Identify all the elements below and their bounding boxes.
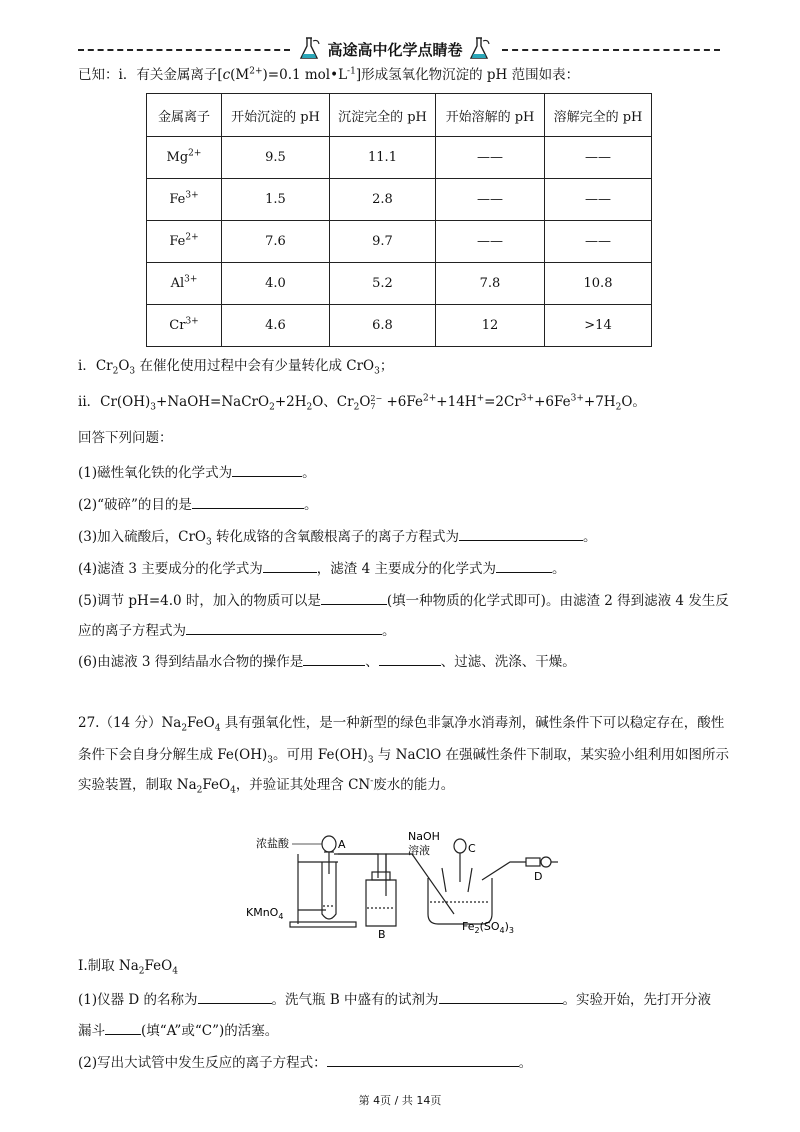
page-header [78, 36, 720, 64]
table-header-cell: 金属离子 [147, 94, 222, 137]
table-cell: —— [545, 179, 652, 221]
page-footer: 第 4页 / 共 14页 [358, 1094, 442, 1107]
part-1-q1: (1)仪器 D 的名称为 。洗气瓶 B 中盛有的试剂为 。实验开始，先打开分液 [78, 989, 711, 1010]
question-4: (4)滤渣 3 主要成分的化学式为 ，滤渣 4 主要成分的化学式为 。 [78, 558, 565, 579]
table-row [147, 137, 652, 179]
ion-cell: $Cr^{3+}$ [147, 305, 222, 347]
answer-blank[interactable] [232, 462, 302, 477]
q27-line-1: 27.（14 分）$Na_2FeO_4$ 具有强氧化性，是一种新型的绿色非氯净水消毒剂，碱性条件下可以稳定存在，酸性 [78, 715, 725, 734]
answer-blank[interactable] [327, 1052, 519, 1067]
ion-cell: $Mg^{2+}$ [147, 137, 222, 179]
table-cell: 11.1 [330, 137, 436, 179]
table-cell: 7.8 [436, 263, 545, 305]
table-cell: 10.8 [545, 263, 652, 305]
header-divider-left [78, 49, 290, 51]
table-cell: 5.2 [330, 263, 436, 305]
label-naoh-1: NaOH [408, 830, 440, 843]
header-title: 高途高中化学点睛卷 [327, 41, 463, 59]
table-cell: —— [436, 179, 545, 221]
answer-blank[interactable] [379, 651, 441, 666]
table-cell: 7.6 [222, 221, 330, 263]
label-fe2so43: $Fe_2(SO_4)_3$ [462, 920, 515, 935]
table-row [147, 221, 652, 263]
ion-cell: $Al^{3+}$ [147, 263, 222, 305]
table-header-cell: 开始溶解的 pH [436, 94, 545, 137]
question-2: (2)“破碎”的目的是 。 [78, 494, 317, 515]
table-cell: 6.8 [330, 305, 436, 347]
label-d: D [534, 870, 543, 883]
funnel-a [322, 836, 336, 852]
table-cell: 1.5 [222, 179, 330, 221]
drying-tube-d [526, 858, 540, 866]
table-row [147, 263, 652, 305]
label-kmno4: KMnO$_4$ [246, 906, 284, 921]
ion-cell: $Fe^{2+}$ [147, 221, 222, 263]
label-a: A [338, 838, 346, 851]
table-header-cell: 沉淀完全的 pH [330, 94, 436, 137]
question-5: (5)调节 pH=4.0 时，加入的物质可以是 (填一种物质的化学式即可)。由滤渣 2 得到滤液 4 发生反 [78, 590, 729, 611]
table-cell: —— [436, 137, 545, 179]
question-6: (6)由滤液 3 得到结晶水合物的操作是 、 、过滤、洗涤、干燥。 [78, 651, 576, 672]
drying-tube-bulb [541, 857, 551, 867]
answer-blank[interactable] [321, 590, 387, 605]
table-cell: 4.6 [222, 305, 330, 347]
beaker [428, 878, 492, 924]
answer-blank[interactable] [186, 620, 382, 635]
question-1: (1)磁性氧化铁的化学式为 。 [78, 462, 316, 483]
answer-blank[interactable] [439, 989, 563, 1004]
ph-table [146, 93, 652, 347]
table-row [147, 305, 652, 347]
answer-blank[interactable] [263, 558, 317, 573]
label-naoh-2: 溶液 [408, 844, 430, 857]
funnel-c [454, 839, 466, 853]
answer-blank[interactable] [496, 558, 552, 573]
q27-line-3: 实验装置，制取 $Na_2FeO_4$，并验证其处理含 CN-废水的能力。 [78, 776, 455, 796]
question-3: (3)加入硫酸后，CrO$_3$ 转化成铬的含氧酸根离子的离子方程式为 。 [78, 526, 597, 547]
table-cell: 2.8 [330, 179, 436, 221]
stand-base [290, 922, 356, 927]
table-cell: —— [545, 137, 652, 179]
ion-cell: $Fe^{3+}$ [147, 179, 222, 221]
header-divider-right [502, 49, 720, 51]
q27-line-2: 条件下会自身分解生成 $Fe(OH)_3$。可用 $Fe(OH)_3$ 与 NaClO 在强碱性条件下制取，某实验小组利用如图所示 [78, 747, 730, 766]
label-b: B [378, 928, 386, 941]
table-row [147, 179, 652, 221]
answer-blank[interactable] [459, 526, 583, 541]
table-cell: 9.5 [222, 137, 330, 179]
part-1-title: I.制取 $Na_2FeO_4$ [78, 958, 178, 977]
answer-blank[interactable] [198, 989, 272, 1004]
table-header-cell: 溶解完全的 pH [545, 94, 652, 137]
table-cell: —— [436, 221, 545, 263]
table-cell: —— [545, 221, 652, 263]
part-1-q2: (2)写出大试管中发生反应的离子方程式： 。 [78, 1052, 532, 1073]
questions-lead: 回答下列问题： [78, 430, 173, 446]
label-c: C [468, 842, 476, 855]
flask-logo-icon [468, 36, 490, 62]
table-cell: 4.0 [222, 263, 330, 305]
table-header-row [147, 94, 652, 137]
part-1-q1-cont: 漏斗 (填“A”或“C”)的活塞。 [78, 1020, 278, 1041]
note-2: ii．$Cr(OH)_3+NaOH=NaCrO_2+2H_2O$、$Cr_2O$ 2− 7 $+6Fe^{2+}+14H^+=2Cr^{3+}+6Fe^{3+}+7H_2O$。 [78, 393, 646, 413]
table-cell: 12 [436, 305, 545, 347]
answer-blank[interactable] [192, 494, 304, 509]
note-1: i．$Cr_2O_3$ 在催化使用过程中会有少量转化成 CrO$_3$； [78, 358, 394, 377]
answer-blank[interactable] [303, 651, 365, 666]
table-cell: >14 [545, 305, 652, 347]
apparatus-diagram [246, 830, 566, 941]
wash-bottle-b [366, 880, 396, 926]
flask-logo-icon [298, 36, 320, 62]
table-header-cell: 开始沉淀的 pH [222, 94, 330, 137]
apparatus-drawing [246, 830, 566, 941]
label-acid: 浓盐酸 [256, 837, 289, 850]
table-cell: 9.7 [330, 221, 436, 263]
intro-line: 已知：i．有关金属离子[$c(M^{2+})=0.1$ $mol•L^{-1}$]形成氢氧化物沉淀的 pH 范围如表： [78, 66, 580, 83]
question-5-cont: 应的离子方程式为 。 [78, 620, 396, 641]
answer-blank[interactable] [105, 1020, 141, 1035]
